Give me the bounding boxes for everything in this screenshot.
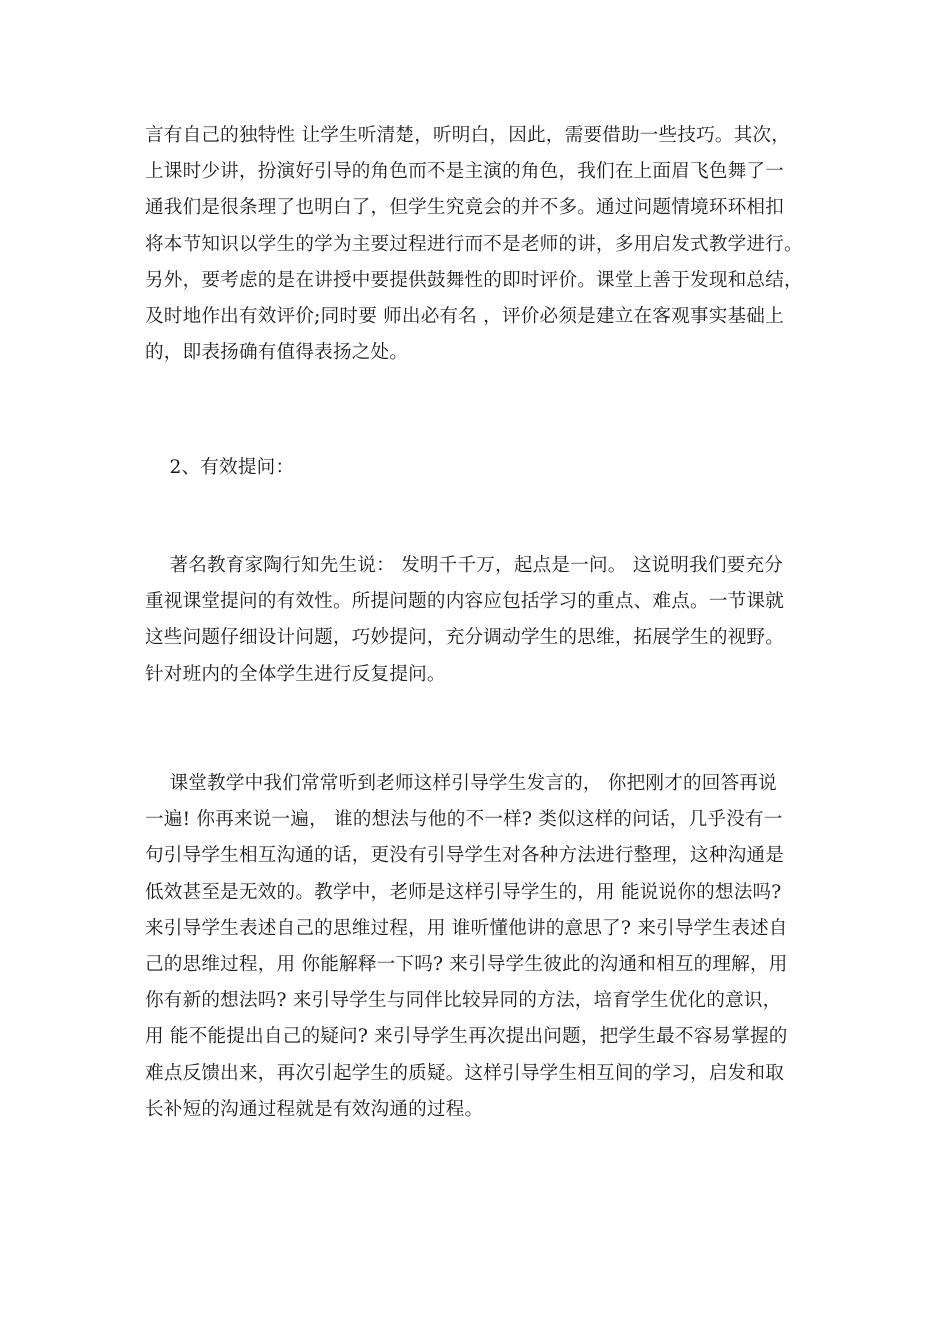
paragraph-line: 将本节知识以学生的学为主要过程进行而不是老师的讲，多用启发式教学进行。	[145, 233, 803, 255]
paragraph-line: 一遍! 你再来说一遍， 谁的想法与他的不一样? 类似这样的问话，几乎没有一	[145, 809, 783, 831]
section-heading-text: 2、有效提问：	[145, 457, 295, 478]
paragraph-line: 著名教育家陶行知先生说： 发明千千万，起点是一问。 这说明我们要充分	[145, 555, 784, 576]
paragraph-line: 己的思维过程，用 你能解释一下吗? 来引导学生彼此的沟通和相互的理解，用	[145, 953, 788, 975]
paragraph-line: 来引导学生表述自己的思维过程，用 谁听懂他讲的意思了? 来引导学生表述自	[145, 917, 788, 939]
paragraph-line: 难点反馈出来，再次引起学生的质疑。这样引导学生相互间的学习，启发和取	[145, 1062, 784, 1084]
paragraph-line: 低效甚至是无效的。教学中，老师是这样引导学生的，用 能说说你的想法吗?	[145, 881, 782, 903]
paragraph-line: 用 能不能提出自己的疑问? 来引导学生再次提出问题，把学生最不容易掌握的	[145, 1026, 788, 1048]
paragraph-line: 针对班内的全体学生进行反复提问。	[145, 663, 446, 685]
paragraph-line: 课堂教学中我们常常听到老师这样引导学生发言的， 你把刚才的回答再说	[145, 773, 777, 794]
paragraph-line: 言有自己的独特性 让学生听清楚，听明白，因此，需要借助一些技巧。其次，	[145, 125, 791, 146]
paragraph-line: 句引导学生相互沟通的话，更没有引导学生对各种方法进行整理，这种沟通是	[145, 845, 784, 867]
section-heading	[145, 450, 810, 486]
paragraph-line: 上课时少讲，扮演好引导的角色而不是主演的角色，我们在上面眉飞色舞了一	[145, 161, 784, 183]
paragraph-line: 长补短的沟通过程就是有效沟通的过程。	[145, 1098, 484, 1120]
paragraph-questioning	[145, 548, 810, 693]
paragraph-communication	[145, 766, 810, 1128]
paragraph-line: 的，即表扬确有值得表扬之处。	[145, 342, 409, 364]
paragraph-line: 通我们是很条理了也明白了，但学生究竟会的并不多。通过问题情境环环相扣	[145, 197, 784, 219]
paragraph-line: 你有新的想法吗? 来引导学生与同伴比较异同的方法，培育学生优化的意识，	[145, 990, 782, 1012]
paragraph-line: 重视课堂提问的有效性。所提问题的内容应包括学习的重点、难点。一节课就	[145, 591, 784, 613]
paragraph-line: 另外，要考虑的是在讲授中要提供鼓舞性的即时评价。课堂上善于发现和总结，	[145, 269, 803, 291]
paragraph-line: 及时地作出有效评价;同时要 师出必有名 ，评价必须是建立在客观事实基础上	[145, 305, 784, 327]
paragraph-evaluation	[145, 118, 810, 371]
paragraph-line: 这些问题仔细设计问题，巧妙提问，充分调动学生的思维，拓展学生的视野。	[145, 627, 784, 649]
